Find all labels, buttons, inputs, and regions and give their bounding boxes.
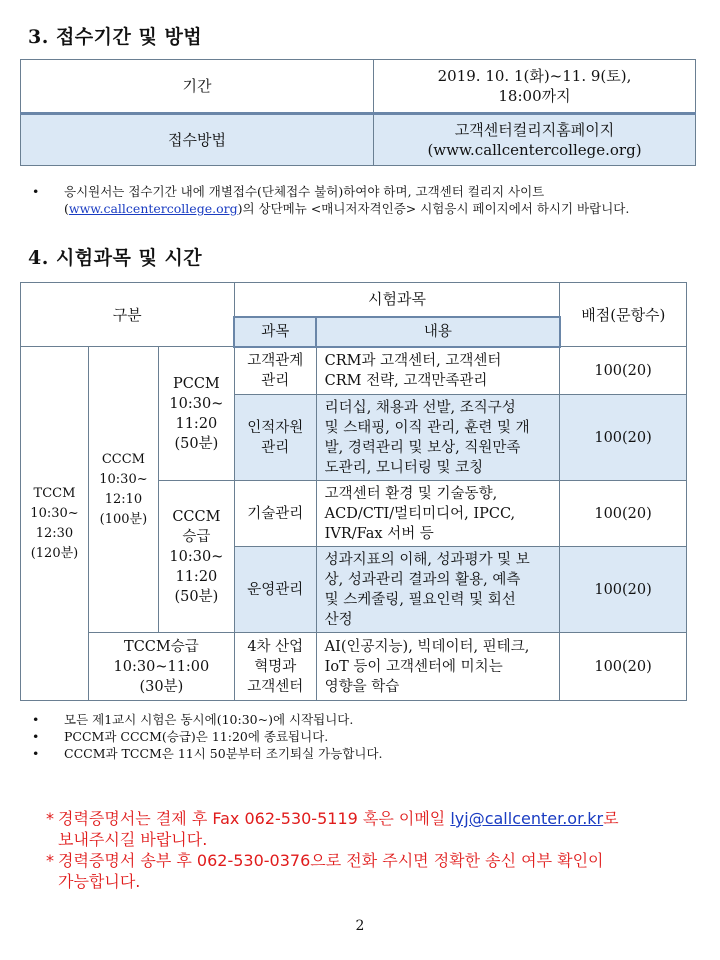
header-score: 배점(문항수)	[560, 283, 687, 347]
warning-1-cont: 보내주시길 바랍니다.	[58, 830, 208, 849]
note-item	[32, 728, 383, 745]
tccm-cell	[21, 347, 89, 701]
method-label: 접수방법	[21, 114, 374, 166]
warning-1-text: 경력증명서는 결제 후 Fax 062-530-5119 혹은 이메일	[58, 809, 451, 828]
bullet: •	[32, 746, 40, 761]
warnings	[46, 808, 619, 892]
note-item	[32, 711, 383, 728]
header-subject: 과목	[234, 317, 316, 347]
method-value	[374, 114, 696, 166]
note-text: CCCM과 TCCM은 11시 50분부터 조기퇴실 가능합니다.	[64, 746, 383, 761]
score-cell: 100(20)	[560, 633, 687, 701]
method-value-line2: (www.callcentercollege.org)	[427, 141, 642, 159]
exam-notes	[32, 711, 383, 762]
cccm-upgrade-cell	[158, 481, 234, 633]
note-line2	[64, 200, 720, 217]
subject-cell: 인적자원 관리	[234, 395, 316, 481]
subject-cell: 고객관계 관리	[234, 347, 316, 395]
note-text: PCCM과 CCCM(승급)은 11:20에 종료됩니다.	[64, 729, 329, 744]
note-line1: 응시원서는 접수기간 내에 개별접수(단체접수 불허)하여야 하며, 고객센터 컬리지 사이트	[64, 184, 545, 199]
cccm-cell	[88, 347, 158, 633]
application-table	[20, 59, 696, 166]
score-cell: 100(20)	[560, 481, 687, 547]
bullet: •	[32, 184, 40, 199]
pccm-name: PCCM	[172, 375, 220, 392]
section3-title: 3. 접수기간 및 방법	[28, 26, 203, 48]
pccm-time: 10:30~ 11:20 (50분)	[169, 395, 224, 452]
table-row	[21, 347, 687, 395]
content-cell: 리더십, 채용과 선발, 조직구성 및 스태핑, 이직 관리, 훈련 및 개 발, 경력관리 및 보상, 직원만족 도관리, 모니터링 및 코칭	[316, 395, 559, 481]
bullet: •	[32, 712, 40, 727]
page-number: 2	[355, 918, 365, 934]
note-item	[32, 745, 383, 762]
note-line2-text: )의 상단메뉴 <매니저자격인증> 시험응시 페이지에서 하시기 바랍니다.	[237, 201, 630, 216]
note-text: 모든 제1교시 시험은 동시에(10:30~)에 시작됩니다.	[64, 712, 354, 727]
header-subjects: 시험과목	[234, 283, 559, 317]
tccm-time: 10:30~ 12:30 (120분)	[30, 505, 79, 561]
subject-cell: 4차 산업 혁명과 고객센터	[234, 633, 316, 701]
tccm-upgrade-cell	[88, 633, 234, 701]
content-cell: AI(인공지능), 빅데이터, 핀테크, IoT 등이 고객센터에 미치는 영향을 학습	[316, 633, 559, 701]
cccm-upgrade-time: 10:30~ 11:20 (50분)	[169, 548, 224, 605]
tccm-upgrade-name: TCCM승급	[124, 638, 199, 655]
tccm-name: TCCM	[33, 485, 76, 501]
subject-cell: 운영관리	[234, 547, 316, 633]
email-link[interactable]: lyj@callcenter.or.kr	[450, 809, 604, 828]
score-cell: 100(20)	[560, 395, 687, 481]
paren-open: (	[64, 201, 69, 216]
method-row	[21, 114, 696, 166]
score-cell: 100(20)	[560, 347, 687, 395]
content-cell: CRM과 고객센터, 고객센터 CRM 전략, 고객만족관리	[316, 347, 559, 395]
table-row	[21, 633, 687, 701]
header-division: 구분	[21, 283, 235, 347]
warning-2	[46, 850, 619, 871]
content-cell: 성과지표의 이해, 성과평가 및 보 상, 성과관리 결과의 활용, 예측 및 스케줄링, 필요인력 및 회선 산정	[316, 547, 559, 633]
period-value	[374, 60, 696, 114]
cccm-time: 10:30~ 12:10 (100분)	[99, 471, 148, 527]
warning-2-text: 경력증명서 송부 후 062-530-0376으로 전화 주시면 정확한 송신 여부 확인이	[58, 851, 604, 870]
tccm-upgrade-time: 10:30~11:00 (30분)	[113, 658, 210, 695]
exam-table	[20, 282, 687, 701]
header-content: 내용	[316, 317, 559, 347]
warning-1	[46, 808, 619, 829]
period-value-line2: 18:00까지	[498, 87, 571, 105]
website-link[interactable]: www.callcentercollege.org	[68, 201, 238, 216]
asterisk: *	[46, 851, 54, 870]
bullet: •	[32, 729, 40, 744]
score-cell: 100(20)	[560, 547, 687, 633]
subject-cell: 기술관리	[234, 481, 316, 547]
method-value-line1: 고객센터컬리지홈페이지	[454, 121, 615, 139]
period-value-line1: 2019. 10. 1(화)~11. 9(토),	[437, 67, 632, 85]
warning-1-suffix: 로	[603, 809, 619, 828]
pccm-cell	[158, 347, 234, 481]
period-row	[21, 60, 696, 114]
period-label: 기간	[21, 60, 374, 114]
warning-2-cont: 가능합니다.	[58, 872, 141, 891]
content-cell: 고객센터 환경 및 기술동향, ACD/CTI/멀티미디어, IPCC, IVR/Fax 서버 등	[316, 481, 559, 547]
cccm-upgrade-name: CCCM 승급	[172, 508, 221, 545]
section4-title: 4. 시험과목 및 시간	[28, 247, 203, 269]
asterisk: *	[46, 809, 54, 828]
header-row	[21, 283, 687, 317]
cccm-name: CCCM	[101, 451, 145, 467]
